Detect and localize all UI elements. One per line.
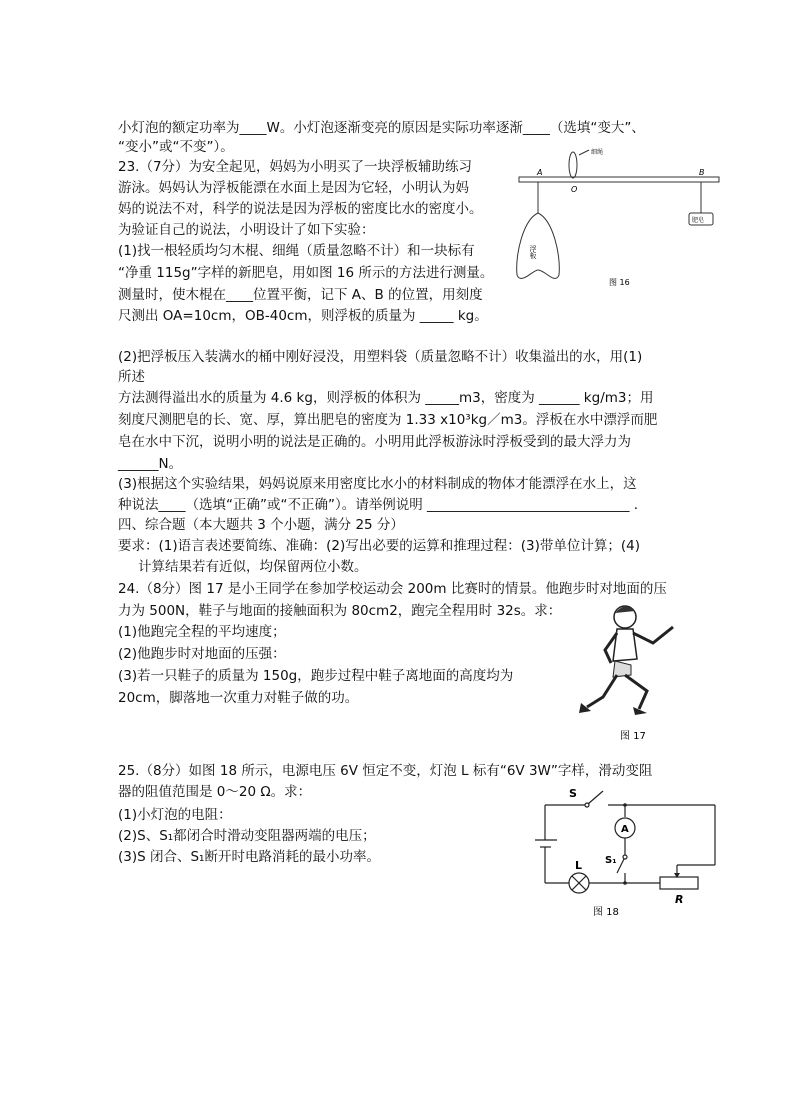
q24-line: (3)若一只鞋子的质量为 150g，跑步过程中鞋子离地面的高度均为 — [118, 668, 514, 684]
point-o-label: O — [571, 185, 578, 194]
point-b-label: B — [699, 168, 705, 177]
q25-line: (2)S、S₁都闭合时滑动变阻器两端的电压； — [118, 828, 376, 844]
lines_mid-line: 四、综合题（本大题共 3 个小题，满分 25 分） — [118, 517, 404, 533]
q24-line: 24.（8分）图 17 是小王同学在参加学校运动会 200m 比赛时的情景。他跑步时对地面的压 — [118, 581, 667, 597]
lines_mid-line: 方法测得溢出水的质量为 4.6 kg，则浮板的体积为 _____m3，密度为 ______ kg/m3；用 — [118, 390, 654, 406]
lines_top-line: 妈的说法不对，科学的说法是因为浮板的密度比水的密度小。 — [118, 201, 483, 217]
point-a-label: A — [537, 168, 543, 177]
q24-line: (2)他跑步时对地面的压强： — [118, 646, 286, 662]
figure-18-caption: 图 18 — [593, 907, 619, 918]
q25-line: 25.（8分）如图 18 所示，电源电压 6V 恒定不变，灯泡 L 标有“6V 3W”字样，滑动变阻 — [118, 763, 653, 779]
figure-17-runner-illustration — [575, 595, 695, 745]
lines_mid-line: 所述 — [118, 369, 145, 385]
lines_mid-line: 要求：(1)语言表述要简练、准确：(2)写出必要的运算和推理过程：(3)带单位计算；(4) — [118, 538, 640, 554]
lines_top-line: 游泳。妈妈认为浮板能漂在水面上是因为它轻，小明认为妈 — [118, 180, 469, 196]
q24-line: 力为 500N，鞋子与地面的接触面积为 80cm2，跑完全程用时 32s。求： — [118, 603, 562, 619]
q24-line: 20cm，脚落地一次重力对鞋子做的功。 — [118, 690, 359, 706]
soap-label: 肥皂 — [692, 217, 705, 224]
q24-line: (1)他跑完全程的平均速度； — [118, 624, 286, 640]
lines_top-line: 为验证自己的说法，小明设计了如下实验： — [118, 222, 375, 238]
rope-label: 细绳 — [591, 149, 604, 156]
q25-line: (1)小灯泡的电阻： — [118, 807, 232, 823]
figure-16-caption: 图 16 — [609, 278, 630, 287]
figure-16-lever-diagram — [505, 145, 735, 295]
figure-18-circuit-diagram — [525, 785, 725, 920]
switch-s1-label: S₁ — [605, 855, 617, 866]
lamp-label: L — [575, 859, 583, 872]
ammeter-label: A — [621, 824, 629, 835]
q25-line: (3)S 闭合、S₁断开时电路消耗的最小功率。 — [118, 849, 380, 865]
lines_mid-line: 皂在水中下沉，说明小明的说法是正确的。小明用此浮板游泳时浮板受到的最大浮力为 — [118, 434, 631, 450]
lines_top-line: 测量时，使木棍在____位置平衡，记下 A、B 的位置，用刻度 — [118, 287, 483, 303]
rheostat-label: R — [675, 893, 684, 906]
lines_mid-line: (3)根据这个实验结果，妈妈说原来用密度比水小的材料制成的物体才能漂浮在水上，这 — [118, 476, 637, 492]
q25-line: 器的阻值范围是 0～20 Ω。求： — [118, 784, 312, 800]
lines_mid-line: (2)把浮板压入装满水的桶中刚好浸没，用塑料袋（质量忽略不计）收集溢出的水，用(1) — [118, 349, 643, 365]
lines_mid-line: 种说法____（选填“正确”或“不正确”）。请举例说明 ______________________________ . — [118, 497, 639, 513]
board-label: 浮板 — [529, 245, 537, 259]
lines_mid-line: 刻度尺测肥皂的长、宽、厚，算出肥皂的密度为 1.33 x10³kg／m3。浮板在水中漂浮而肥 — [118, 412, 658, 428]
lines_top-line: “变小”或“不变”）。 — [118, 139, 234, 155]
lines_top-line: 23.（7分）为安全起见，妈妈为小明买了一块浮板辅助练习 — [118, 159, 473, 175]
lines_mid-line: 计算结果若有近似，均保留两位小数。 — [138, 559, 368, 575]
lines_top-line: “净重 115g”字样的新肥皂，用如图 16 所示的方法进行测量。 — [118, 265, 494, 281]
figure-17-caption: 图 17 — [620, 731, 646, 742]
lines_top-line: (1)找一根轻质均匀木棍、细绳（质量忽略不计）和一块标有 — [118, 243, 475, 259]
switch-s-label: S — [569, 787, 577, 800]
lines_top-line: 小灯泡的额定功率为____W。小灯泡逐渐变亮的原因是实际功率逐渐____（选填“变大”、 — [118, 120, 645, 136]
lines_mid-line: ______N。 — [118, 456, 183, 472]
lines_top-line: 尺测出 OA=10cm，OB-40cm，则浮板的质量为 _____ kg。 — [118, 308, 488, 324]
